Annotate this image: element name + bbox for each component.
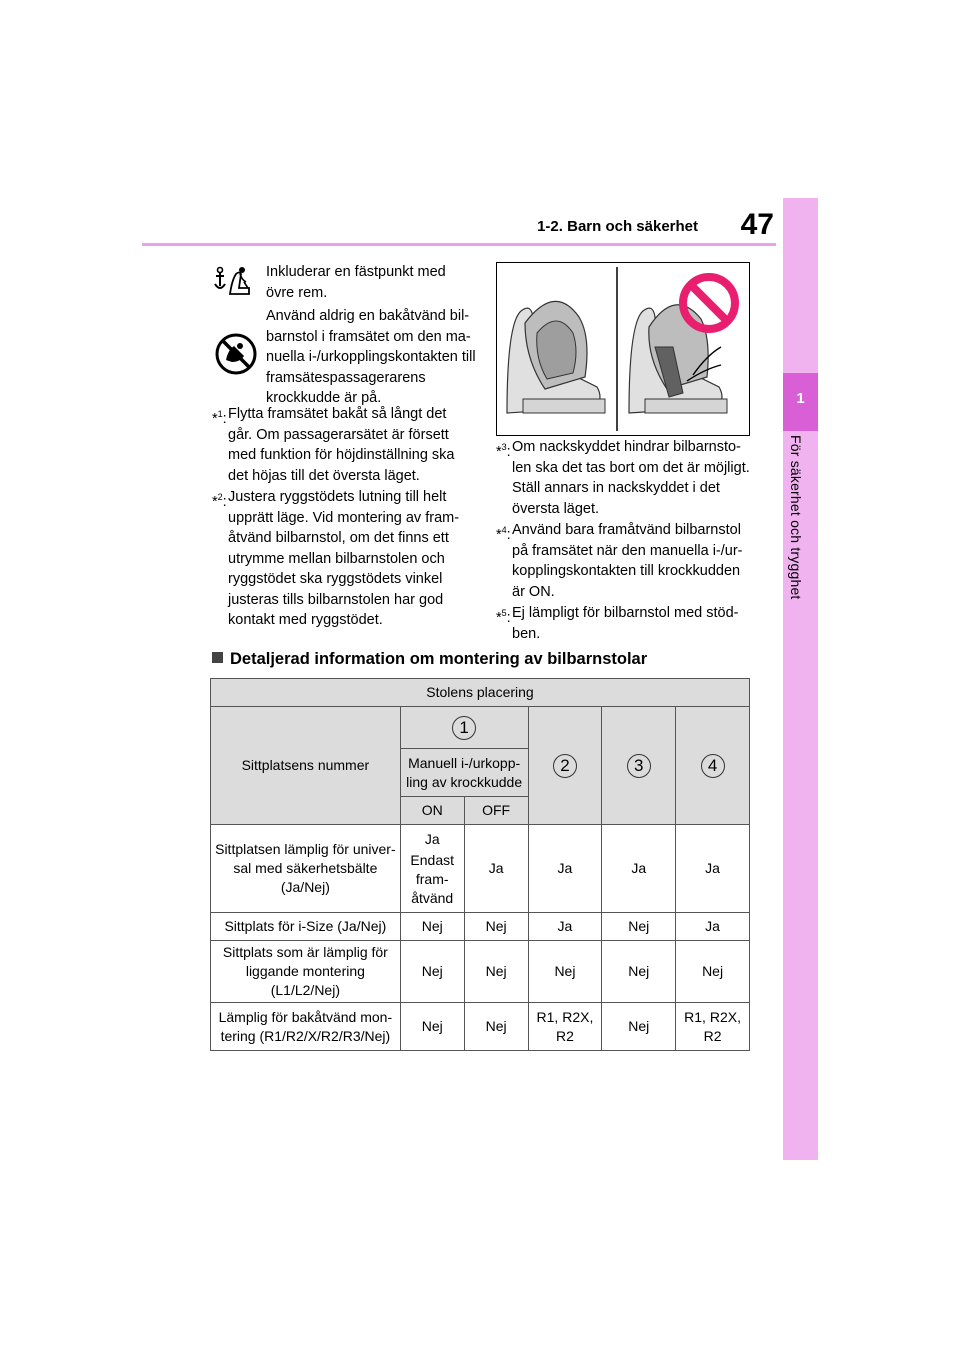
header-rule <box>142 243 776 246</box>
cell-seat-3: Nej <box>602 941 676 1003</box>
top-tether-anchor-icon <box>214 264 254 303</box>
cell-on: Ja Endast fram-åtvänd <box>400 825 464 913</box>
cell-off: Ja <box>464 825 528 913</box>
switch-on-label: ON <box>400 797 464 825</box>
footnote-text: Ej lämpligt för bilbarnstol med stöd-ben. <box>512 605 739 642</box>
cell-seat-3: Nej <box>602 1003 676 1051</box>
cell-seat-3: Nej <box>602 913 676 941</box>
table-row <box>211 941 750 1003</box>
cell-off: Nej <box>464 941 528 1003</box>
cell-off: Nej <box>464 1003 528 1051</box>
prohibited-icon <box>683 277 735 329</box>
section-heading: Detaljerad information om montering av bilbarnstolar <box>212 650 647 669</box>
cell-on: Nej <box>400 941 464 1003</box>
seat-number-3: 3 <box>602 707 676 825</box>
footnote-marker: *$^4$: <box>496 525 511 543</box>
chapter-side-strip <box>783 198 818 1160</box>
cell-on: Nej <box>400 1003 464 1051</box>
section-title: 1-2. Barn och säkerhet <box>537 218 698 235</box>
cell-seat-2: Ja <box>528 913 602 941</box>
cell-seat-4: Ja <box>676 825 750 913</box>
seat-placement-table <box>210 678 750 1051</box>
cell-seat-2: Nej <box>528 941 602 1003</box>
cell-note: Endast fram-åtvänd <box>410 851 454 906</box>
cell-on: Nej <box>400 913 464 941</box>
cell-seat-3: Ja <box>602 825 676 913</box>
footnote-text: Flytta framsätet bakåt så långt det går. Om passagerarsätet är försett med funktion för höjdinställning ska det höjas till det översta läget. <box>228 406 455 484</box>
switch-off-label: OFF <box>464 797 528 825</box>
table-row <box>211 825 750 913</box>
cell-seat-4: R1, R2X, R2 <box>676 1003 750 1051</box>
row-label: Sittplats för i-Size (Ja/Nej) <box>211 913 401 941</box>
footnote-marker: *$^2$: <box>212 492 227 510</box>
footnote-1 <box>212 404 474 486</box>
row-label: Sittplatsen lämplig för univer-sal med säkerhetsbälte (Ja/Nej) <box>211 825 401 913</box>
page-number: 47 <box>740 208 774 241</box>
table-title: Stolens placering <box>211 679 750 707</box>
seat-number-4: 4 <box>676 707 750 825</box>
child-seat-icon <box>507 301 605 413</box>
footnote-marker: *$^5$: <box>496 608 511 626</box>
child-seat-illustration <box>496 262 750 436</box>
airbag-switch-label: Manuell i-/urkopp-ling av krockkudde <box>400 749 528 797</box>
heading-bullet-icon <box>212 652 223 663</box>
row-label: Lämplig för bakåtvänd mon-tering (R1/R2/X/R2/R3/Nej) <box>211 1003 401 1051</box>
seat-number-1: 1 <box>400 707 528 749</box>
no-rear-facing-seat-airbag-icon <box>214 332 258 381</box>
footnote-4 <box>496 520 754 602</box>
seat-number-2: 2 <box>528 707 602 825</box>
cell-seat-4: Nej <box>676 941 750 1003</box>
cell-off: Nej <box>464 913 528 941</box>
legend-tether-text: Inkluderar en fästpunkt med övre rem. <box>266 264 446 301</box>
table-row <box>211 913 750 941</box>
footnote-text: Använd bara framåtvänd bilbarnstol på framsätet när den manuella i-/ur-kopplingskontakten till krockkudden är ON. <box>512 522 743 600</box>
seat-number-label: Sittplatsens nummer <box>211 707 401 825</box>
cell-seat-4: Ja <box>676 913 750 941</box>
row-label: Sittplats som är lämplig för liggande montering (L1/L2/Nej) <box>211 941 401 1003</box>
cell-seat-2: R1, R2X, R2 <box>528 1003 602 1051</box>
footnote-marker: *$^1$: <box>212 409 227 427</box>
footnote-2 <box>212 487 474 631</box>
footnote-text: Justera ryggstödets lutning till helt upprätt läge. Vid montering av fram-åtvänd bilbarnstol, om det finns ett utrymme mellan bilbarnstolen och ryggstödet ska ryggstödets vinkel justeras tills bilbarnstolen har god kontakt med ryggstödet. <box>228 489 460 628</box>
table-row <box>211 1003 750 1051</box>
footnote-3 <box>496 437 754 519</box>
footnote-text: Om nackskyddet hindrar bilbarnsto-len ska det tas bort om det är möjligt. Ställ annars in nackskyddet i det översta läget. <box>512 439 750 517</box>
footnote-marker: *$^3$: <box>496 442 511 460</box>
chapter-title: För säkerhet och trygghet <box>788 435 804 600</box>
cell-seat-2: Ja <box>528 825 602 913</box>
legend-airbag-text: Använd aldrig en bakåtvänd bil-barnstol i framsätet om den ma-nuella i-/urkopplingskontakten till framsätespassagerarens krockkudde är på. <box>266 308 476 406</box>
footnote-5 <box>496 603 754 644</box>
chapter-number: 1 <box>796 390 805 407</box>
